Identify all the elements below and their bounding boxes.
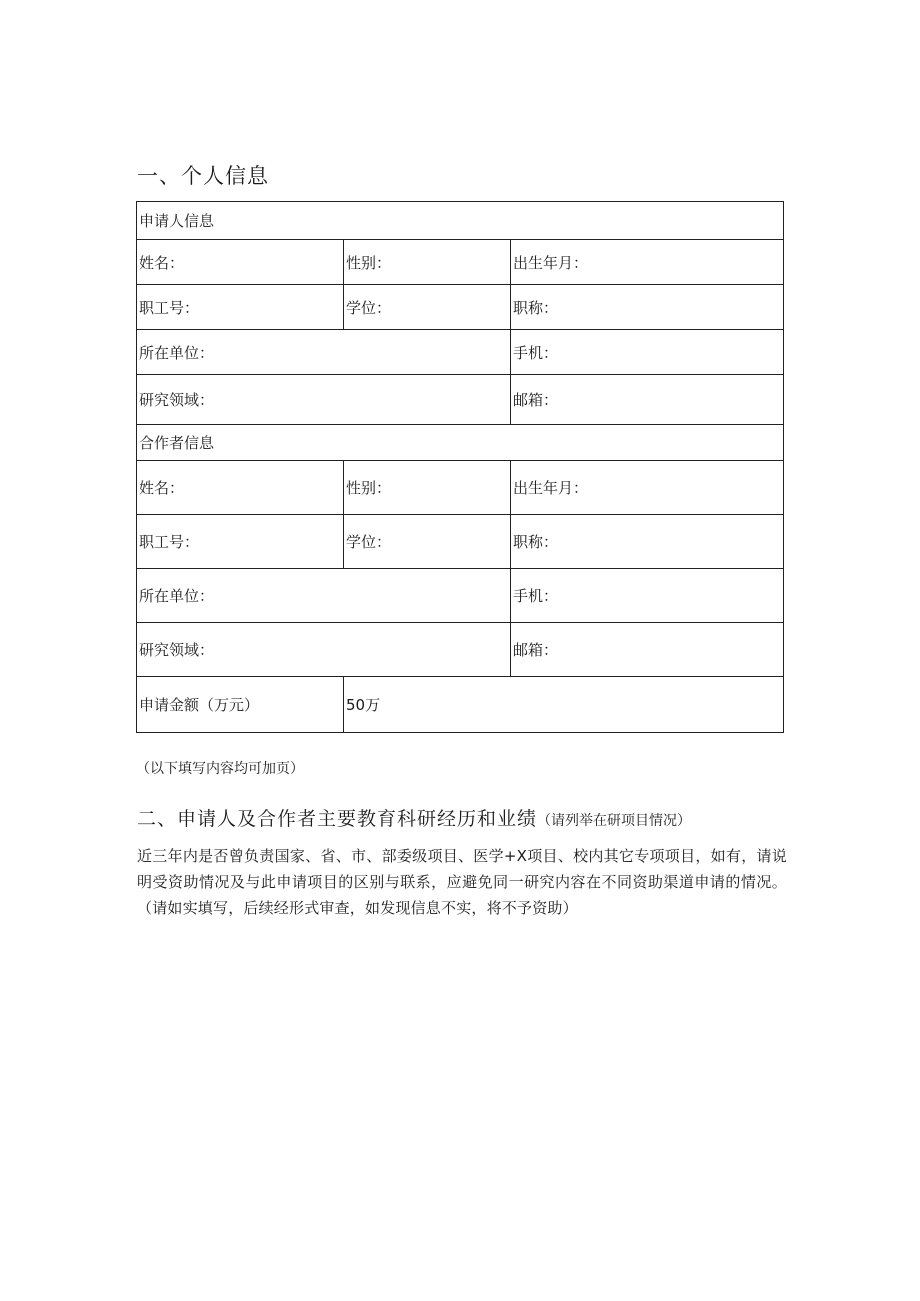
collaborator-title-field[interactable]: 职称： [511,515,784,569]
amount-label: 申请金额（万元） [137,677,344,733]
table-row [137,569,784,623]
collaborator-header: 合作者信息 [137,425,784,461]
applicant-email-field[interactable]: 邮箱： [511,375,784,425]
amount-row [137,677,784,733]
applicant-field-field[interactable]: 研究领域： [137,375,511,425]
applicant-staff-id-field[interactable]: 职工号： [137,285,344,330]
applicant-unit-field[interactable]: 所在单位： [137,330,511,375]
table-row [137,240,784,285]
collaborator-header-row [137,425,784,461]
collaborator-email-field[interactable]: 邮箱： [511,623,784,677]
section2-subtitle: （请列举在研项目情况） [537,813,692,829]
collaborator-phone-field[interactable]: 手机： [511,569,784,623]
applicant-header-row [137,202,784,240]
collaborator-name-field[interactable]: 姓名： [137,461,344,515]
additional-pages-note: （以下填写内容均可加页） [136,761,304,777]
collaborator-degree-field[interactable]: 学位： [344,515,511,569]
table-row [137,375,784,425]
applicant-degree-field[interactable]: 学位： [344,285,511,330]
collaborator-staff-id-field[interactable]: 职工号： [137,515,344,569]
applicant-title-field[interactable]: 职称： [511,285,784,330]
applicant-birth-field[interactable]: 出生年月： [511,240,784,285]
table-row [137,461,784,515]
collaborator-unit-field[interactable]: 所在单位： [137,569,511,623]
section1-title: 一、个人信息 [137,164,269,188]
collaborator-birth-field[interactable]: 出生年月： [511,461,784,515]
personal-info-table [136,201,784,733]
table-row [137,330,784,375]
table-row [137,515,784,569]
amount-value[interactable]: 50万 [344,677,784,733]
section2-title-main: 二、申请人及合作者主要教育科研经历和业绩 [137,808,538,830]
section2-title [137,804,691,831]
table-row [137,623,784,677]
collaborator-gender-field[interactable]: 性别： [344,461,511,515]
applicant-header: 申请人信息 [137,202,784,240]
applicant-name-field[interactable]: 姓名： [137,240,344,285]
applicant-gender-field[interactable]: 性别： [344,240,511,285]
applicant-phone-field[interactable]: 手机： [511,330,784,375]
section2-instructions: 近三年内是否曾负责国家、省、市、部委级项目、医学+X项目、校内其它专项项目，如有，请说明受资助情况及与此申请项目的区别与联系，应避免同一研究内容在不同资助渠道申请的情况。（请如实填写，后续经形式审查，如发现信息不实，将不予资助） [137,847,787,917]
collaborator-field-field[interactable]: 研究领域： [137,623,511,677]
table-row [137,285,784,330]
